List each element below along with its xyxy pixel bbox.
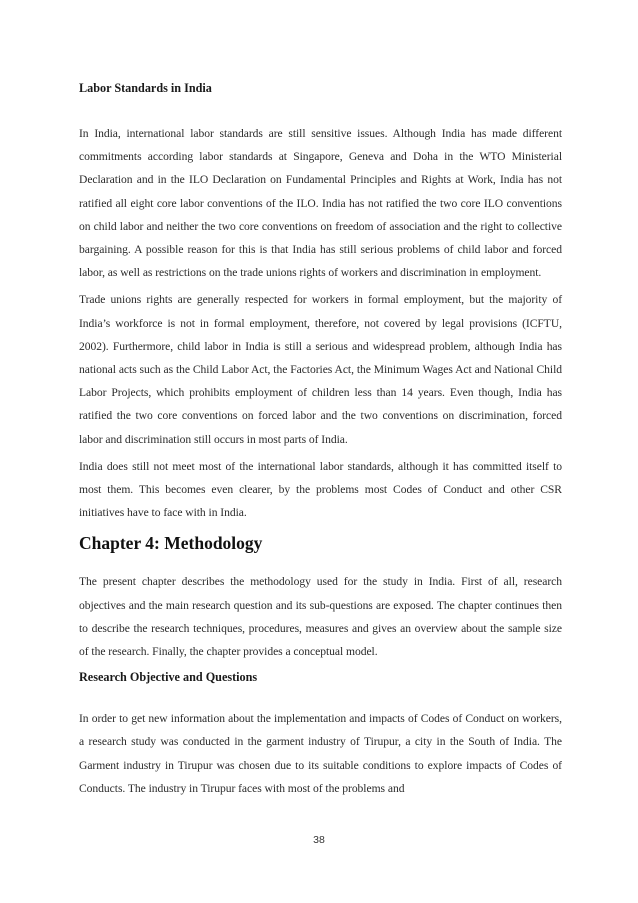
- chapter-title: Chapter 4: Methodology: [79, 533, 263, 554]
- chapter-intro-paragraph: The present chapter describes the methodology used for the study in India. First of all, research objectives and the main research question and its sub-questions are exposed. The chapter continues then to describe the research techniques, procedures, measures and gives an overview about the sample size of the research. Finally, the chapter provides a conceptual model.: [79, 575, 562, 659]
- subsection-body-paragraph: In order to get new information about the implementation and impacts of Codes of Conduct on workers, a research study was conducted in the garment industry of Tirupur, a city in the South of India. The Garment industry in Tirupur was chosen due to its suitable conditions to explore impacts of Codes of Conducts. The industry in Tirupur faces with most of the problems and: [79, 712, 562, 795]
- paragraph-3: India does still not meet most of the international labor standards, although it has committed itself to most them. This becomes even clearer, by the problems most Codes of Conduct and other CSR initiatives have to face with in India.: [79, 459, 562, 520]
- paragraph-2: Trade unions rights are generally respected for workers in formal employment, but the majority of India’s workforce is not in formal employment, therefore, not covered by legal provisions (ICFTU, 2002). Furthermore, child labor in India is still a serious and widespread problem, although India has national acts such as the Child Labor Act, the Factories Act, the Minimum Wages Act and National Child Labor Projects, which prohibits employment of children less than 14 years. Even though, India has ratified the two core conventions on forced labor and the two conventions on discrimination, forced labor and discrimination still occurs in most parts of India.: [79, 293, 562, 446]
- paragraph-1: In India, international labor standards are still sensitive issues. Although India has made different commitments according labor standards at Singapore, Geneva and Doha in the WTO Ministerial Declaration and in the ILO Declaration on Fundamental Principles and Rights at Work, India has not ratified all eight core labor conventions of the ILO. India has not ratified the two core ILO conventions on child labor and neither the two core conventions on freedom of association and the right to collective bargaining. A possible reason for this is that India has still serious problems of child labor and forced labor, as well as restrictions on the trade unions rights of workers and discrimination in employment.: [79, 127, 562, 280]
- page-content: [79, 80, 562, 800]
- page-number: 38: [313, 834, 325, 846]
- section-heading: Labor Standards in India: [79, 81, 212, 95]
- subsection-heading: Research Objective and Questions: [79, 670, 258, 685]
